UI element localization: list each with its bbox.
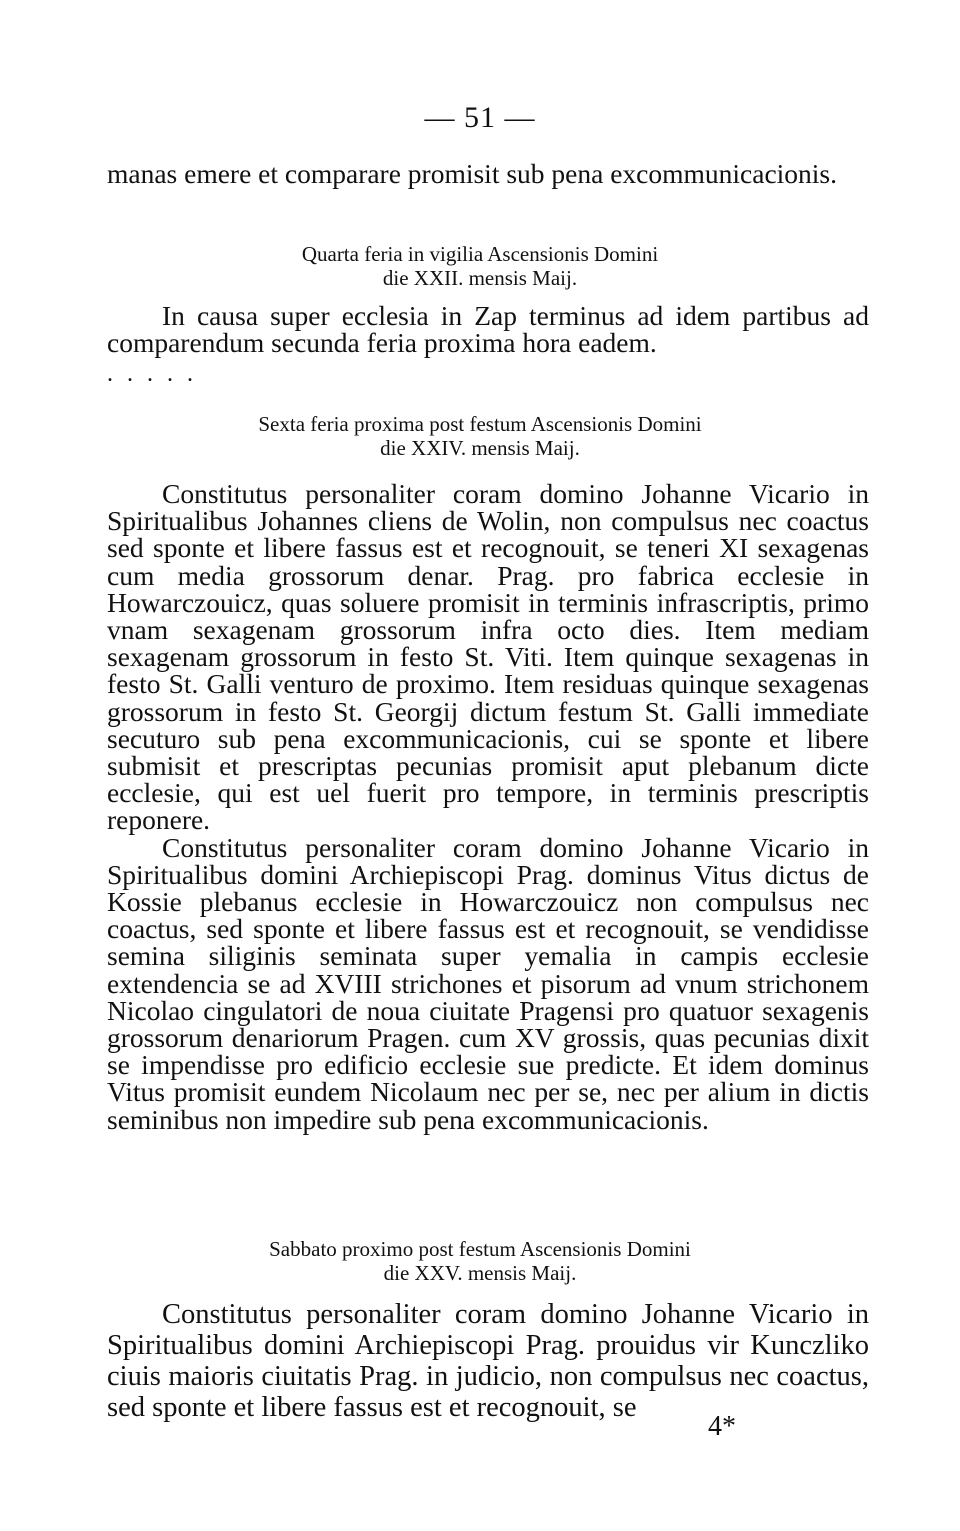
section-1-paragraph-1: In causa super ecclesia in Zap terminus ad idem partibus ad comparendum secunda feria proxima hora eadem. [107, 300, 869, 359]
section-3-heading-line2: die XXV. mensis Maij. [383, 1261, 577, 1285]
page-number: — 51 — [424, 101, 536, 134]
section-1-body [107, 300, 869, 359]
section-3-heading [0, 1237, 960, 1285]
section-3-paragraph-1: Constitutus personaliter coram domino Johanne Vicario in Spiritualibus domini Archiepiscopi Prag. prouidus vir Kunczliko ciuis maioris ciuitatis Prag. in judicio, non compulsus nec coactus, sed sponte et libere fassus est et recognouit, se [107, 1299, 869, 1423]
section-3-heading-line1: Sabbato proximo post festum Ascensionis Domini [269, 1237, 691, 1261]
section-2-body [107, 480, 869, 1133]
section-1-heading-line1: Quarta feria in vigilia Ascensionis Domini [301, 242, 659, 266]
section-2-heading-line1: Sexta feria proxima post festum Ascensionis Domini [258, 412, 702, 436]
ellipsis-mark: ..... [107, 361, 207, 387]
section-2-heading [0, 412, 960, 460]
signature-mark: 4* [708, 1411, 736, 1442]
section-3-body [107, 1299, 869, 1423]
section-1-heading [0, 242, 960, 290]
section-2-paragraph-1: Constitutus personaliter coram domino Johanne Vicario in Spiritualibus Johannes cliens de Wolin, non compulsus nec coactus sed sponte et libere fassus est et recognouit, se teneri XI sexagenas cum media grossorum denar. Prag. pro fabrica ecclesie in Howarczouicz, quas soluere promisit in terminis infrascriptis, primo vnam sexagenam grossorum infra octo dies. Item mediam sexagenam grossorum in festo St. Viti. Item quinque sexagenas in festo St. Galli venturo de proximo. Item residuas quinque sexagenas grossorum in festo St. Georgij dictum festum St. Galli immediate secuturo sub pena excommunicacionis, cui se sponte et libere submisit et prescriptas pecunias promisit aput plebanum dicte ecclesie, qui est uel fuerit pro tempore, in terminis prescriptis reponere. [107, 478, 869, 836]
section-2-paragraph-2: Constitutus personaliter coram domino Johanne Vicario in Spiritualibus domini Archiepiscopi Prag. dominus Vitus dictus de Kossie plebanus ecclesie in Howarczouicz non compulsus nec coactus, sed sponte et libere fassus est et recognouit, se vendidisse semina siliginis seminata super yemalia in campis ecclesie extendencia se ad XVIII strichones et pisorum ad vnum strichonem Nicolao cingulatori de noua ciuitate Pragensi pro quatuor sexagenis grossorum denariorum Pragen. cum XV grossis, quas pecunias dixit se impendisse pro edificio ecclesie sue predicte. Et idem dominus Vitus promisit eundem Nicolaum nec per se, nec per alium in dictis seminibus non impedire sub pena excommunicacionis. [107, 831, 869, 1135]
opening-paragraph-block [107, 160, 869, 187]
section-2-heading-line2: die XXIV. mensis Maij. [380, 436, 580, 460]
section-1-heading-line2: die XXII. mensis Maij. [382, 266, 578, 290]
opening-paragraph: manas emere et comparare promisit sub pena excommunicacionis. [107, 158, 838, 189]
